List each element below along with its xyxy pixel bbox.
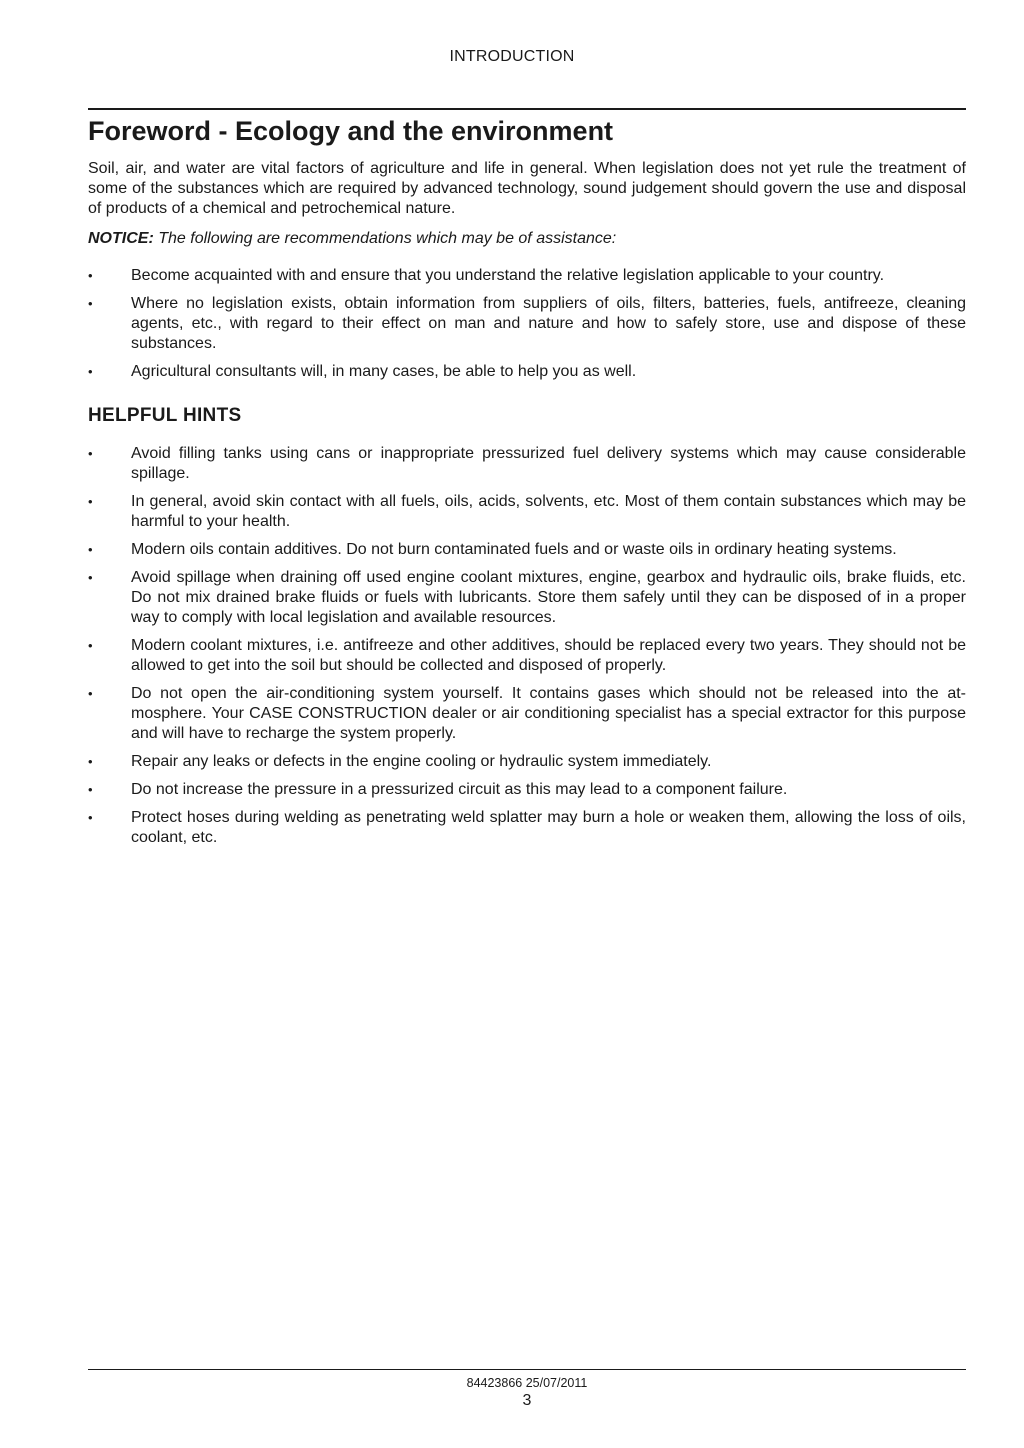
list-item-text: Modern coolant mixtures, i.e. antifreeze and other additives, should be replaced every two years. They should not be allowed to get into the soil but should be collected and disposed of properly. <box>131 637 966 674</box>
bullet-icon: • <box>88 364 93 379</box>
list-item-text: Become acquainted with and ensure that you understand the relative legislation applicable to your country. <box>131 267 885 284</box>
footer-doc-id: 84423866 25/07/2011 <box>466 1376 588 1390</box>
bullet-icon: • <box>88 570 93 585</box>
bullet-icon: • <box>88 686 93 701</box>
section-title: Foreword - Ecology and the environment <box>88 116 614 146</box>
bullet-icon: • <box>88 494 93 509</box>
list-item-text: Modern oils contain additives. Do not burn contaminated fuels and or waste oils in ordinary heating systems. <box>131 541 897 558</box>
bullet-icon: • <box>88 810 93 825</box>
list-item <box>88 362 966 382</box>
intro-paragraph: Soil, air, and water are vital factors of agriculture and life in general. When legislation does not yet rule the treatment of some of the substances which are required by advanced technology, sound judgement should govern the use and disposal of products of a chemical and petrochemical nature. <box>88 160 966 217</box>
bullet-icon: • <box>88 446 93 461</box>
bullet-icon: • <box>88 754 93 769</box>
list-item <box>88 780 966 800</box>
running-header: INTRODUCTION <box>449 48 575 65</box>
list-item <box>88 444 966 484</box>
notice-paragraph <box>88 229 966 249</box>
notice-text: The following are recommendations which may be of assistance: <box>158 230 617 247</box>
list-item-text: Agricultural consultants will, in many cases, be able to help you as well. <box>131 363 637 380</box>
list-item-text: Protect hoses during welding as penetrating weld splatter may burn a hole or weaken them, allowing the loss of oils, coolant, etc. <box>131 809 966 846</box>
list-item <box>88 540 966 560</box>
bullet-icon: • <box>88 782 93 797</box>
list-item-text: Do not open the air-conditioning system yourself. It contains gases which should not be released into the at- mosphere. Your CASE CONSTRUCTION dealer or air conditioning specialist has a special extractor for this purpose and will have to recharge the system properly. <box>131 685 966 742</box>
list-item <box>88 266 966 286</box>
list-item <box>88 492 966 532</box>
bullet-icon: • <box>88 638 93 653</box>
page-number: 3 <box>522 1392 532 1409</box>
bullet-icon: • <box>88 268 93 283</box>
list-item <box>88 636 966 676</box>
helpful-hints-heading: HELPFUL HINTS <box>88 405 242 426</box>
page-content <box>88 113 966 848</box>
footer-divider <box>88 1369 966 1370</box>
bullet-icon: • <box>88 542 93 557</box>
list-item-text: Repair any leaks or defects in the engine cooling or hydraulic system immediately. <box>131 753 712 770</box>
bullet-icon: • <box>88 296 93 311</box>
list-item-text: Avoid filling tanks using cans or inappropriate pressurized fuel delivery systems which may cause considerable spillage. <box>131 445 966 482</box>
list-item <box>88 684 966 744</box>
notice-label: NOTICE: <box>88 230 154 247</box>
header-divider <box>88 108 966 110</box>
list-item-text: Avoid spillage when draining off used engine coolant mixtures, engine, gearbox and hydraulic oils, brake fluids, etc. Do not mix drained brake fluids or fuels with lubricants. Store them safely until they can be disposed of in a proper way to comply with local legislation and available resources. <box>131 569 966 626</box>
recommendations-list <box>88 266 966 382</box>
list-item <box>88 752 966 772</box>
helpful-hints-list <box>88 444 966 848</box>
list-item <box>88 294 966 354</box>
list-item-text: In general, avoid skin contact with all fuels, oils, acids, solvents, etc. Most of them contain substances which may be harmful to your health. <box>131 493 966 530</box>
list-item <box>88 568 966 628</box>
list-item-text: Do not increase the pressure in a pressurized circuit as this may lead to a component failure. <box>131 781 788 798</box>
list-item-text: Where no legislation exists, obtain information from suppliers of oils, filters, batteries, fuels, antifreeze, cleaning agents, etc., with regard to their effect on man and nature and how to safely store, use and dispose of these substances. <box>131 295 966 352</box>
list-item <box>88 808 966 848</box>
